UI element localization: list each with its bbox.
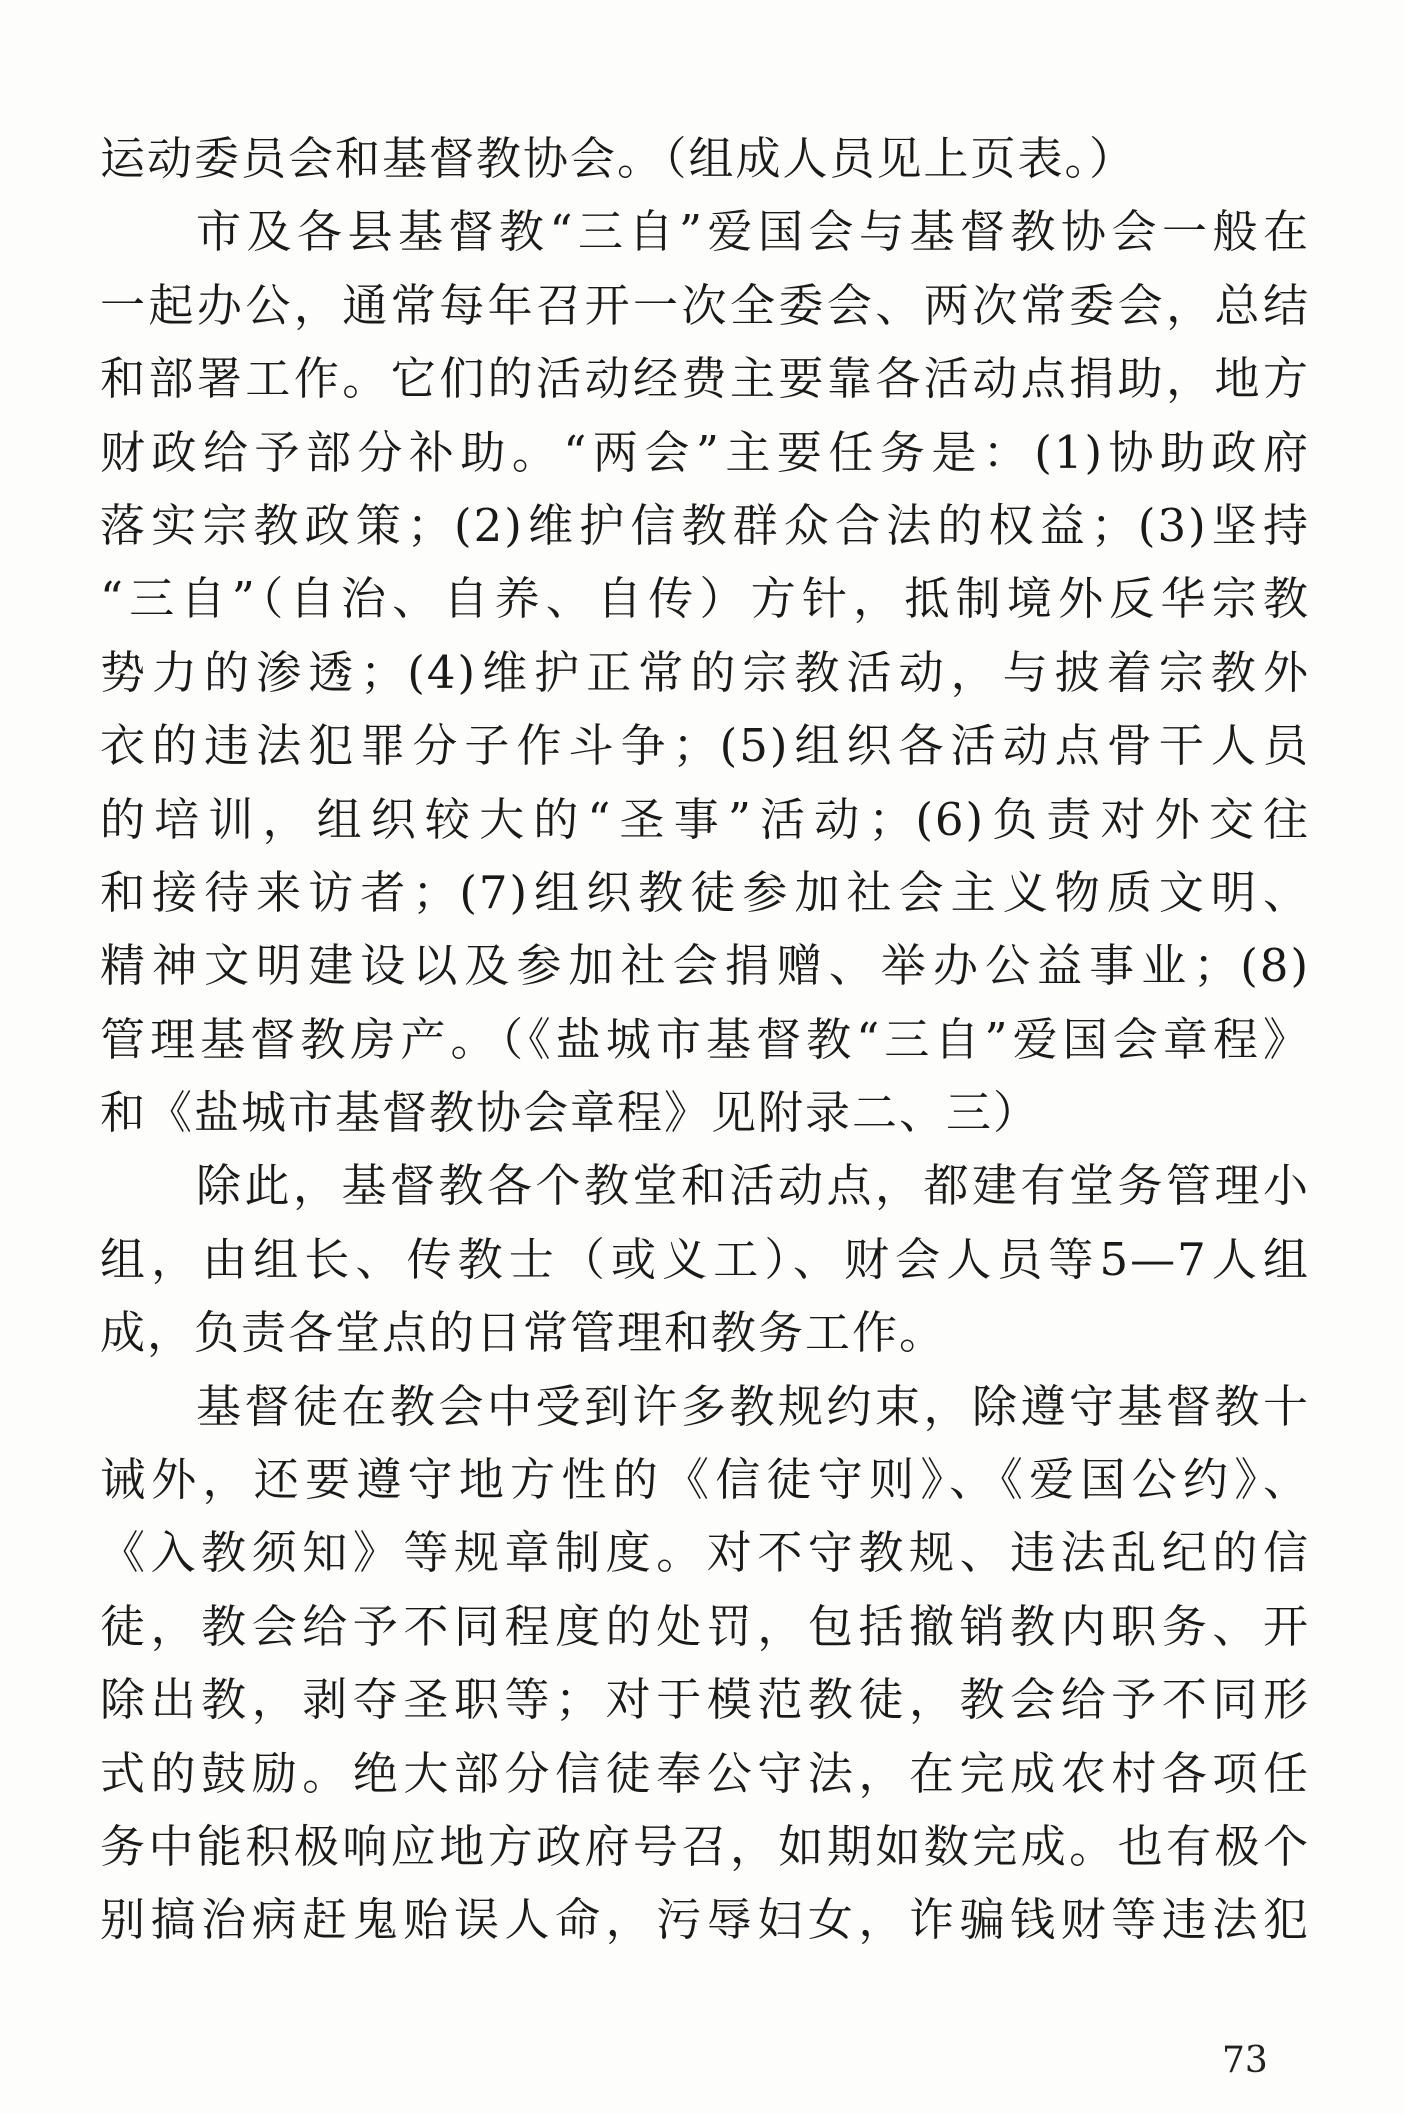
- text-line: 市及各县基督教“三自”爱国会与基督教协会一般在: [196, 205, 1310, 259]
- text-line: 精神文明建设以及参加社会捐赠、举办公益事业；(8): [100, 939, 1310, 993]
- text-line: 式的鼓励。绝大部分信徒奉公守法，在完成农村各项任: [100, 1746, 1310, 1800]
- body-text: [100, 122, 1310, 1957]
- text-line: 落实宗教政策；(2)维护信教群众合法的权益；(3)坚持: [100, 498, 1310, 552]
- text-line: 和《盐城市基督教协会章程》见附录二、三）: [100, 1086, 1041, 1140]
- text-line: 基督徒在教会中受到许多教规约束，除遵守基督教十: [196, 1379, 1310, 1433]
- text-line: 别搞治病赶鬼贻误人命，污辱妇女，诈骗钱财等违法犯: [100, 1893, 1310, 1947]
- page-number: 73: [1222, 2040, 1268, 2081]
- text-line: 一起办公，通常每年召开一次全委会、两次常委会，总结: [100, 278, 1310, 332]
- text-line: 除出教，剥夺圣职等；对于模范教徒，教会给予不同形: [100, 1673, 1310, 1727]
- text-line: 财政给予部分补助。“两会”主要任务是：(1)协助政府: [100, 425, 1310, 479]
- text-line: 势力的渗透；(4)维护正常的宗教活动，与披着宗教外: [100, 645, 1310, 699]
- text-line: 徒，教会给予不同程度的处罚，包括撤销教内职务、开: [100, 1599, 1310, 1653]
- text-line: 诫外，还要遵守地方性的《信徒守则》、《爱国公约》、: [100, 1453, 1310, 1507]
- text-line: 务中能积极响应地方政府号召，如期如数完成。也有极个: [100, 1819, 1310, 1873]
- text-line: 和接待来访者；(7)组织教徒参加社会主义物质文明、: [100, 865, 1310, 919]
- text-line: 衣的违法犯罪分子作斗争；(5)组织各活动点骨干人员: [100, 719, 1310, 773]
- text-line: 的培训，组织较大的“圣事”活动；(6)负责对外交往: [100, 792, 1310, 846]
- text-line: 除此，基督教各个教堂和活动点，都建有堂务管理小: [196, 1159, 1310, 1213]
- text-line: 运动委员会和基督教协会。（组成人员见上页表。）: [100, 132, 1137, 185]
- text-line: 《入教须知》等规章制度。对不守教规、违法乱纪的信: [100, 1526, 1310, 1580]
- text-line: 和部署工作。它们的活动经费主要靠各活动点捐助，地方: [100, 352, 1310, 406]
- text-line: “三自”（自治、自养、自传）方针，抵制境外反华宗教: [100, 572, 1310, 626]
- text-line: 管理基督教房产。（《盐城市基督教“三自”爱国会章程》: [100, 1012, 1310, 1066]
- text-line: 成，负责各堂点的日常管理和教务工作。: [100, 1306, 947, 1360]
- text-line: 组，由组长、传教士（或义工）、财会人员等5—7人组: [100, 1232, 1310, 1286]
